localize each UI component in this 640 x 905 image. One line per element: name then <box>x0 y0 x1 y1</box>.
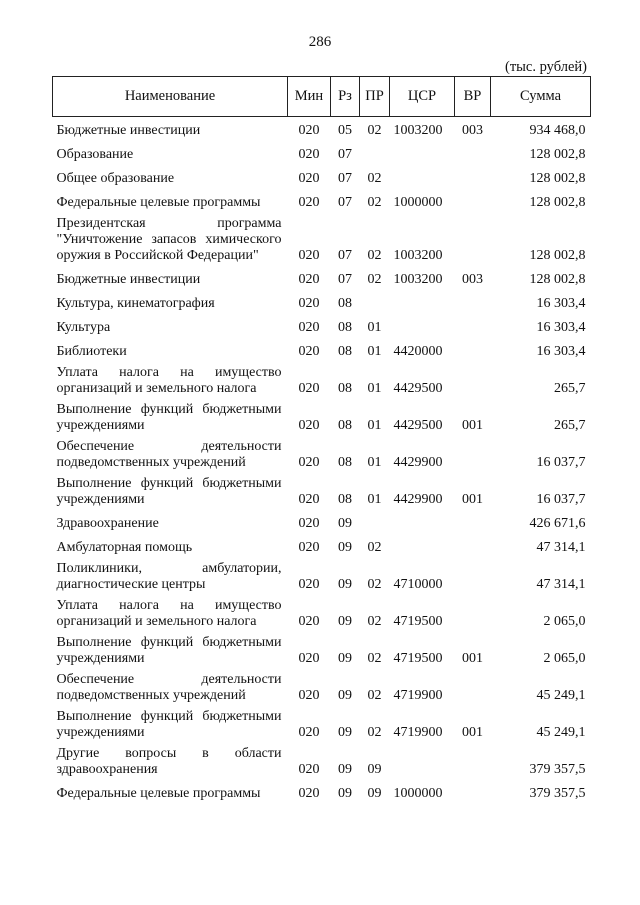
row-name: Обеспечение деятельности подведомственных учреждений <box>56 439 282 470</box>
row-vr: 001 <box>462 725 483 740</box>
table-row <box>53 314 591 338</box>
row-csr: 4719900 <box>393 725 443 740</box>
row-sum: 379 357,5 <box>529 762 586 777</box>
row-min: 020 <box>298 688 320 703</box>
row-rz: 08 <box>338 418 352 433</box>
units-label: (тыс. рублей) <box>505 59 587 75</box>
row-vr <box>455 213 491 266</box>
row-rz: 09 <box>338 577 352 592</box>
row-name: Культура, кинематография <box>56 296 215 311</box>
row-pr: 01 <box>367 418 382 433</box>
row-pr: 02 <box>367 540 382 555</box>
row-rz: 07 <box>338 195 352 210</box>
table-row <box>53 165 591 189</box>
table-row <box>53 436 591 473</box>
row-name: Выполнение функций бюджетными учреждениями <box>56 635 282 666</box>
row-csr <box>390 141 455 165</box>
row-name: Общее образование <box>56 171 175 186</box>
row-vr <box>455 338 491 362</box>
row-vr: 001 <box>462 492 483 507</box>
row-name: Обеспечение деятельности подведомственных учреждений <box>56 672 282 703</box>
row-rz: 09 <box>338 540 352 555</box>
row-csr: 4710000 <box>393 577 443 592</box>
row-min: 020 <box>298 762 320 777</box>
table-row <box>53 706 591 743</box>
row-pr: 02 <box>367 248 382 263</box>
row-sum: 265,7 <box>554 381 586 396</box>
row-pr: 01 <box>367 381 382 396</box>
row-pr: 02 <box>367 688 382 703</box>
table-row <box>53 399 591 436</box>
row-csr <box>390 290 455 314</box>
row-vr: 001 <box>462 651 483 666</box>
row-sum: 47 314,1 <box>536 577 586 592</box>
row-min: 020 <box>298 492 320 507</box>
row-min: 020 <box>298 577 320 592</box>
row-rz: 08 <box>338 296 352 311</box>
row-rz: 08 <box>338 344 352 359</box>
row-min: 020 <box>298 381 320 396</box>
row-sum: 128 002,8 <box>529 147 586 162</box>
row-name: Выполнение функций бюджетными учреждениями <box>56 476 282 507</box>
row-min: 020 <box>298 248 320 263</box>
row-name: Культура <box>56 320 111 335</box>
row-rz: 09 <box>338 762 352 777</box>
row-min: 020 <box>298 320 320 335</box>
row-min: 020 <box>298 123 320 138</box>
row-name: Президентская программа "Уничтожение запасов химического оружия в Российской Федерации" <box>56 216 282 263</box>
row-min: 020 <box>298 651 320 666</box>
row-sum: 16 303,4 <box>536 296 586 311</box>
row-sum: 45 249,1 <box>536 725 586 740</box>
row-vr <box>455 189 491 213</box>
row-sum: 2 065,0 <box>543 614 586 629</box>
row-name: Бюджетные инвестиции <box>56 123 201 138</box>
table-row <box>53 473 591 510</box>
row-pr: 02 <box>367 272 382 287</box>
row-pr: 09 <box>367 762 382 777</box>
row-csr: 1003200 <box>393 123 443 138</box>
table-row <box>53 558 591 595</box>
row-vr <box>455 669 491 706</box>
row-sum: 16 037,7 <box>536 455 586 470</box>
header-name: Наименование <box>53 77 288 117</box>
row-csr <box>390 165 455 189</box>
row-rz: 07 <box>338 171 352 186</box>
row-rz: 09 <box>338 516 352 531</box>
row-sum: 16 037,7 <box>536 492 586 507</box>
row-name: Библиотеки <box>56 344 127 359</box>
row-vr <box>455 743 491 780</box>
row-pr: 09 <box>367 786 382 801</box>
row-pr: 02 <box>367 195 382 210</box>
table-row <box>53 213 591 266</box>
row-min: 020 <box>298 725 320 740</box>
row-min: 020 <box>298 540 320 555</box>
header-rz: Рз <box>331 77 360 117</box>
row-name: Образование <box>56 147 134 162</box>
row-name: Федеральные целевые программы <box>56 786 261 801</box>
row-rz: 09 <box>338 651 352 666</box>
row-min: 020 <box>298 786 320 801</box>
row-rz: 08 <box>338 320 352 335</box>
row-vr <box>455 436 491 473</box>
row-vr <box>455 314 491 338</box>
row-pr <box>360 290 390 314</box>
table-row <box>53 669 591 706</box>
row-min: 020 <box>298 418 320 433</box>
table-row <box>53 117 591 142</box>
row-rz: 07 <box>338 147 352 162</box>
row-pr: 02 <box>367 171 382 186</box>
row-vr <box>455 558 491 595</box>
row-pr: 01 <box>367 320 382 335</box>
row-vr: 003 <box>462 123 483 138</box>
row-csr: 1003200 <box>393 248 443 263</box>
row-rz: 09 <box>338 688 352 703</box>
row-vr <box>455 362 491 399</box>
row-csr: 1000000 <box>393 195 443 210</box>
row-min: 020 <box>298 344 320 359</box>
table-row <box>53 534 591 558</box>
row-rz: 05 <box>338 123 352 138</box>
row-sum: 379 357,5 <box>529 786 586 801</box>
row-sum: 16 303,4 <box>536 344 586 359</box>
row-rz: 08 <box>338 492 352 507</box>
row-pr: 02 <box>367 651 382 666</box>
row-csr <box>390 314 455 338</box>
row-sum: 47 314,1 <box>536 540 586 555</box>
table-row <box>53 290 591 314</box>
row-sum: 128 002,8 <box>529 272 586 287</box>
row-rz: 09 <box>338 725 352 740</box>
row-sum: 128 002,8 <box>529 248 586 263</box>
row-csr: 4719900 <box>393 688 443 703</box>
row-sum: 16 303,4 <box>536 320 586 335</box>
row-vr <box>455 534 491 558</box>
table-row <box>53 595 591 632</box>
row-pr: 02 <box>367 725 382 740</box>
row-name: Здравоохранение <box>56 516 159 531</box>
row-sum: 426 671,6 <box>529 516 586 531</box>
table-row <box>53 743 591 780</box>
row-csr: 1000000 <box>393 786 443 801</box>
row-vr: 001 <box>462 418 483 433</box>
row-pr: 02 <box>367 577 382 592</box>
row-csr: 4719500 <box>393 651 443 666</box>
row-name: Уплата налога на имущество организаций и земельного налога <box>56 598 282 629</box>
row-min: 020 <box>298 296 320 311</box>
table-row <box>53 780 591 804</box>
table-row <box>53 266 591 290</box>
row-min: 020 <box>298 455 320 470</box>
row-csr <box>390 534 455 558</box>
row-csr <box>390 743 455 780</box>
row-vr <box>455 780 491 804</box>
row-name: Поликлиники, амбулатории, диагностические центры <box>56 561 282 592</box>
row-sum: 265,7 <box>554 418 586 433</box>
row-csr: 4719500 <box>393 614 443 629</box>
row-csr: 4429900 <box>393 455 443 470</box>
row-vr <box>455 141 491 165</box>
row-rz: 08 <box>338 455 352 470</box>
row-csr: 4429500 <box>393 381 443 396</box>
row-pr <box>360 510 390 534</box>
row-min: 020 <box>298 147 320 162</box>
row-name: Уплата налога на имущество организаций и земельного налога <box>56 365 282 396</box>
row-sum: 128 002,8 <box>529 195 586 210</box>
table-row <box>53 632 591 669</box>
row-name: Бюджетные инвестиции <box>56 272 201 287</box>
row-name: Амбулаторная помощь <box>56 540 193 555</box>
table-row <box>53 189 591 213</box>
row-vr <box>455 290 491 314</box>
row-min: 020 <box>298 516 320 531</box>
row-name: Выполнение функций бюджетными учреждениями <box>56 402 282 433</box>
header-vr: ВР <box>455 77 491 117</box>
page-number: 286 <box>308 34 332 50</box>
row-rz: 09 <box>338 614 352 629</box>
row-csr: 1003200 <box>393 272 443 287</box>
table-row <box>53 362 591 399</box>
header-min: Мин <box>288 77 331 117</box>
row-rz: 07 <box>338 272 352 287</box>
row-rz: 08 <box>338 381 352 396</box>
row-pr: 01 <box>367 492 382 507</box>
table-row <box>53 510 591 534</box>
table-header <box>53 77 591 117</box>
row-pr: 01 <box>367 455 382 470</box>
row-min: 020 <box>298 195 320 210</box>
row-rz: 09 <box>338 786 352 801</box>
row-name: Выполнение функций бюджетными учреждениями <box>56 709 282 740</box>
row-min: 020 <box>298 272 320 287</box>
header-sum: Сумма <box>491 77 591 117</box>
row-sum: 2 065,0 <box>543 651 586 666</box>
row-vr <box>455 165 491 189</box>
row-rz: 07 <box>338 248 352 263</box>
table-row <box>53 141 591 165</box>
row-sum: 934 468,0 <box>529 123 586 138</box>
row-csr <box>390 510 455 534</box>
row-sum: 45 249,1 <box>536 688 586 703</box>
header-csr: ЦСР <box>390 77 455 117</box>
row-name: Другие вопросы в области здравоохранения <box>56 746 282 777</box>
row-pr: 02 <box>367 614 382 629</box>
row-vr: 003 <box>462 272 483 287</box>
row-sum: 128 002,8 <box>529 171 586 186</box>
row-pr: 01 <box>367 344 382 359</box>
row-pr: 02 <box>367 123 382 138</box>
header-pr: ПР <box>360 77 390 117</box>
table-row <box>53 338 591 362</box>
row-csr: 4420000 <box>393 344 443 359</box>
row-vr <box>455 595 491 632</box>
row-min: 020 <box>298 614 320 629</box>
budget-table <box>52 76 591 804</box>
row-min: 020 <box>298 171 320 186</box>
row-csr: 4429500 <box>393 418 443 433</box>
row-pr <box>360 141 390 165</box>
row-vr <box>455 510 491 534</box>
row-csr: 4429900 <box>393 492 443 507</box>
row-name: Федеральные целевые программы <box>56 195 261 210</box>
